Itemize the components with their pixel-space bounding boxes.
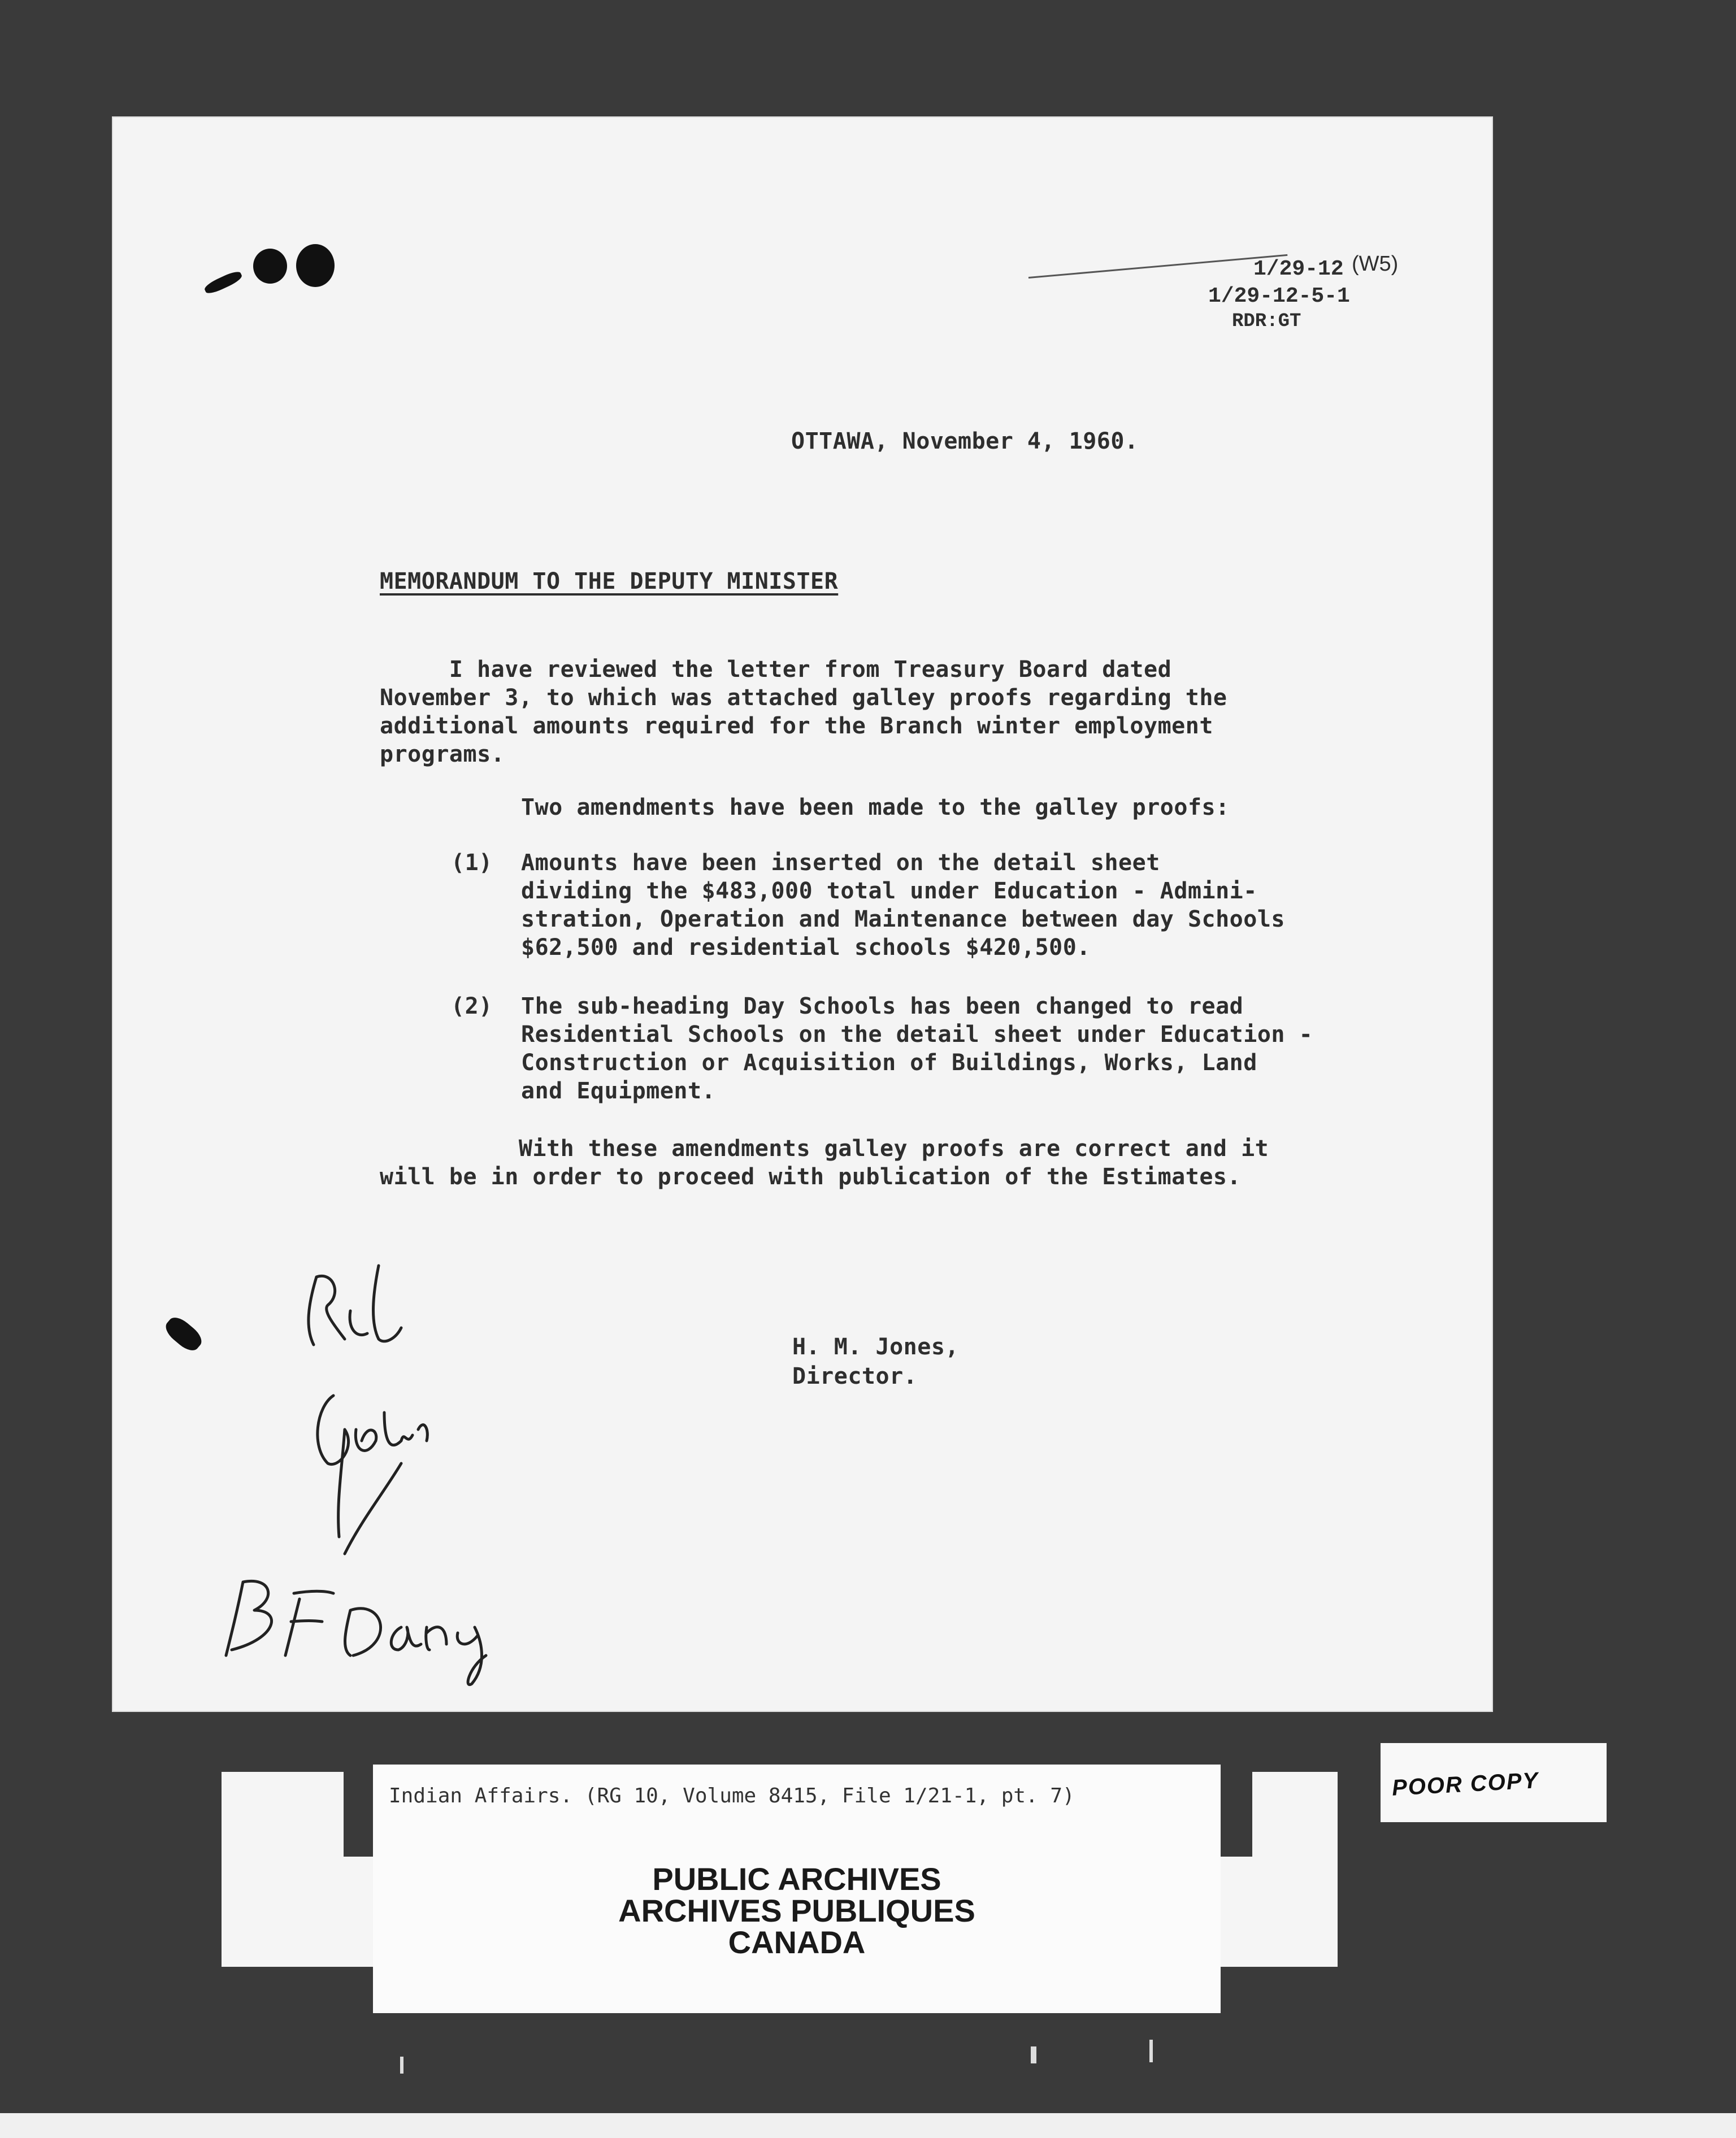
archive-title-en: PUBLIC ARCHIVES — [652, 1861, 941, 1897]
file-ref-primary: 1/29-12 — [1253, 257, 1344, 281]
archive-title-fr: ARCHIVES PUBLIQUES — [618, 1893, 975, 1928]
memo-line: programs. — [380, 741, 505, 767]
signatory-title: Director. — [792, 1363, 918, 1389]
initial-mark-3 — [226, 1581, 486, 1684]
memo-line: The sub-heading Day Schools has been changed to read — [521, 993, 1244, 1019]
card-notch — [344, 1772, 377, 1857]
ink-blot — [253, 249, 287, 284]
memo-line: will be in order to proceed with publication of the Estimates. — [380, 1164, 1242, 1190]
amendment-1-text — [521, 849, 1285, 962]
memo-line: Residential Schools on the detail sheet under Education - — [521, 1022, 1313, 1048]
scan-mark — [1031, 2046, 1036, 2063]
file-ref-initials: RDR:GT — [1232, 311, 1301, 332]
handwritten-initials — [215, 1260, 554, 1689]
scan-bottom-edge — [0, 2113, 1736, 2138]
memo-line: Construction or Acquisition of Buildings, Works, Land — [521, 1050, 1257, 1076]
initial-mark-2 — [318, 1396, 427, 1554]
memo-line: Amounts have been inserted on the detail sheet — [521, 850, 1160, 876]
ink-blot — [296, 244, 335, 287]
poor-copy-text: POOR COPY — [1391, 1768, 1540, 1801]
memo-paragraph-2 — [521, 793, 1230, 822]
signatory-name: H. M. Jones, — [792, 1334, 959, 1360]
archive-title — [503, 1863, 1091, 1958]
archive-citation: Indian Affairs. (RG 10, Volume 8415, File 1/21-1, pt. 7) — [389, 1784, 1075, 1807]
amendment-1-number: (1) — [451, 850, 493, 876]
memo-date: OTTAWA, November 4, 1960. — [791, 428, 1139, 454]
card-notch — [1221, 1772, 1252, 1857]
file-ref-secondary: 1/29-12-5-1 — [1208, 284, 1350, 308]
memo-line: dividing the $483,000 total under Education - Admini- — [521, 878, 1257, 904]
archive-title-country: CANADA — [728, 1924, 866, 1960]
signatory-block — [792, 1332, 959, 1391]
initial-mark-1 — [309, 1266, 401, 1345]
file-ref-annotation: (W5) — [1352, 252, 1399, 276]
memo-line: stration, Operation and Maintenance between day Schools — [521, 906, 1286, 932]
memo-paragraph-1 — [380, 655, 1227, 768]
scan-mark — [1149, 2040, 1153, 2062]
memo-line: November 3, to which was attached galley proofs regarding the — [380, 685, 1227, 711]
memo-heading: MEMORANDUM TO THE DEPUTY MINISTER — [380, 568, 839, 594]
memo-paragraph-3 — [380, 1135, 1269, 1191]
memo-line: $62,500 and residential schools $420,500. — [521, 935, 1091, 961]
memo-line: and Equipment. — [521, 1078, 716, 1104]
amendment-2-text — [521, 992, 1313, 1105]
scan-mark — [400, 2057, 403, 2074]
memo-line: I have reviewed the letter from Treasury Board dated — [380, 657, 1172, 683]
memo-line: additional amounts required for the Branch winter employment — [380, 713, 1213, 739]
amendment-2-number: (2) — [451, 993, 493, 1019]
memo-line: Two amendments have been made to the galley proofs: — [521, 794, 1230, 820]
memo-line: With these amendments galley proofs are correct and it — [380, 1136, 1269, 1162]
